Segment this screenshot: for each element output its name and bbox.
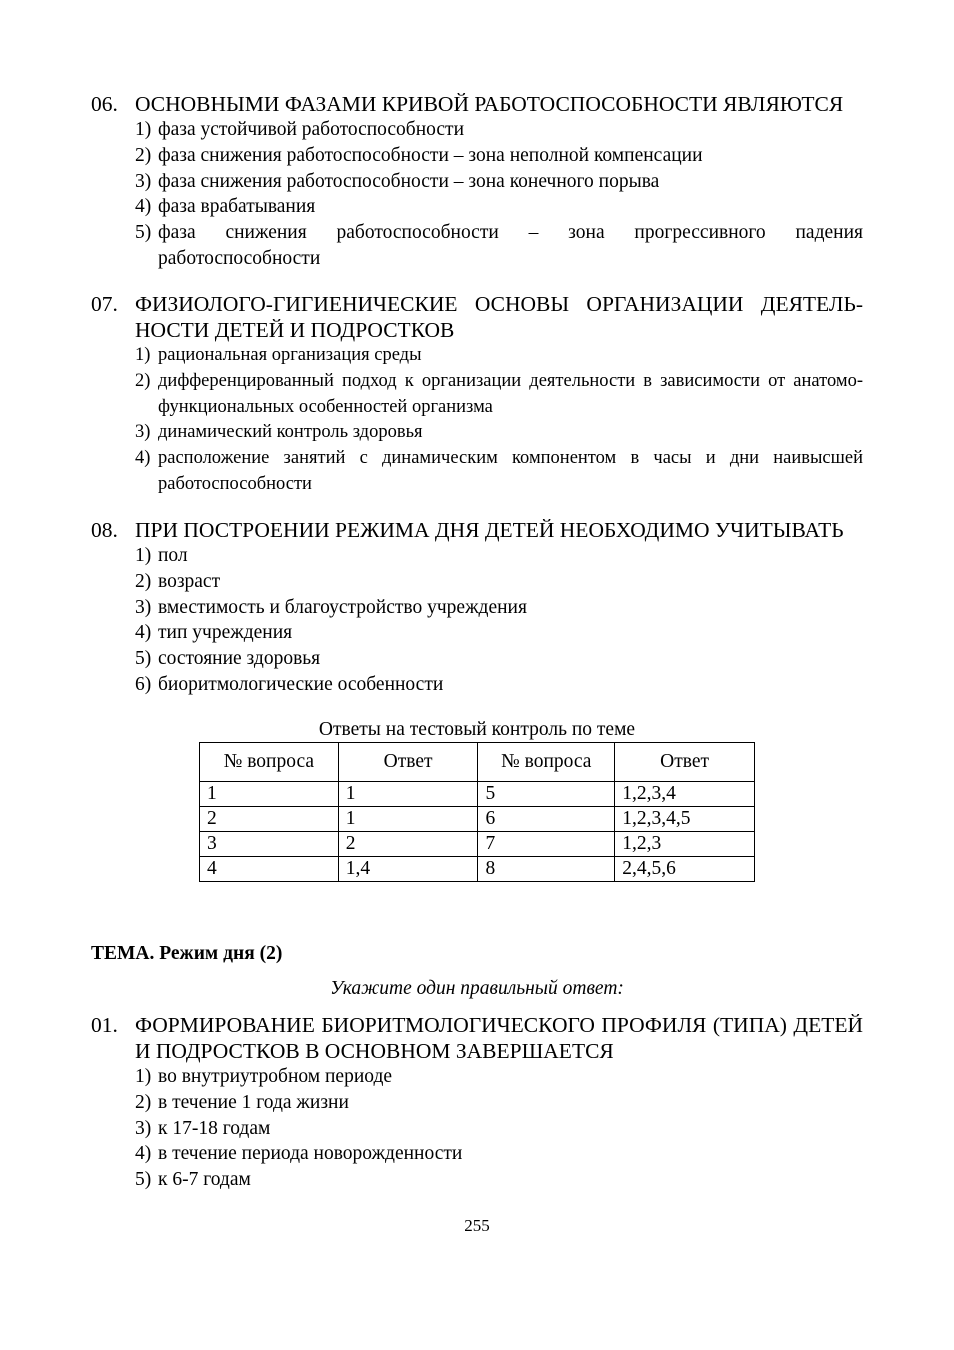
option-text: фаза устойчивой работоспособности xyxy=(158,119,465,140)
option-text: рациональная организация среды xyxy=(158,345,422,365)
answer-options xyxy=(91,543,863,698)
table-cell: 1 xyxy=(200,782,339,807)
option-text: пол xyxy=(158,545,188,566)
answer-option xyxy=(91,569,863,595)
option-text: фаза снижения работоспособности – зона неполной компенсации xyxy=(158,144,703,166)
question-title: ФОРМИРОВАНИЕ БИОРИТМОЛОГИЧЕСКОГО ПРОФИЛЯ (ТИПА) ДЕТЕЙ И ПОДРОСТКОВ В ОСНОВНОМ ЗАВЕРШАЕТСЯ xyxy=(135,1013,863,1063)
table-cell: 5 xyxy=(478,782,615,807)
question-number: 07. xyxy=(91,292,118,316)
option-number: 3) xyxy=(135,1117,152,1139)
option-number: 5) xyxy=(135,1169,152,1191)
option-number: 4) xyxy=(135,448,151,469)
answer-option xyxy=(91,1064,863,1090)
option-text: динамический контроль здоровья xyxy=(158,422,423,443)
answer-option xyxy=(91,420,863,446)
option-number: 3) xyxy=(135,596,152,618)
question-number: 06. xyxy=(91,92,118,116)
option-number: 1) xyxy=(135,119,152,140)
question-number: 01. xyxy=(91,1013,118,1037)
answer-options xyxy=(91,343,863,498)
option-number: 5) xyxy=(135,648,152,670)
option-text: в течение периода новорожденности xyxy=(158,1143,463,1165)
option-text: фаза снижения работоспособности – зона прогрессивного падения работоспособности xyxy=(158,222,863,269)
table-cell: 3 xyxy=(200,832,339,857)
option-text: фаза снижения работоспособности – зона конечного порыва xyxy=(158,170,660,192)
table-cell: 1 xyxy=(338,807,478,832)
answer-option xyxy=(91,1116,863,1142)
option-text: тип учреждения xyxy=(158,622,293,644)
table-cell: 6 xyxy=(478,807,615,832)
answer-option xyxy=(91,1090,863,1116)
option-number: 1) xyxy=(135,345,151,365)
answer-option xyxy=(91,343,863,369)
answer-option xyxy=(91,369,863,421)
answer-option xyxy=(91,672,863,698)
question-01 xyxy=(91,1012,863,1193)
table-cell: 8 xyxy=(478,857,615,882)
page-number: 255 xyxy=(464,1216,490,1235)
answer-option xyxy=(91,1167,863,1193)
answer-option xyxy=(91,169,863,195)
question-06 xyxy=(91,91,863,272)
table-cell: 1,2,3,4 xyxy=(615,782,755,807)
table-cell: 4 xyxy=(200,857,339,882)
answer-option xyxy=(91,446,863,498)
option-number: 4) xyxy=(135,1143,152,1165)
option-number: 3) xyxy=(135,170,152,192)
table-cell: 1,4 xyxy=(338,857,478,882)
option-text: в течение 1 года жизни xyxy=(158,1091,349,1113)
question-title: ПРИ ПОСТРОЕНИИ РЕЖИМА ДНЯ ДЕТЕЙ НЕОБХОДИМО УЧИТЫВАТЬ xyxy=(135,518,844,542)
topic-heading: ТЕМА. Режим дня (2) xyxy=(91,943,283,964)
option-text: расположение занятий с динамическим компонентом в часы и дни наивысшей работоспособности xyxy=(158,448,863,494)
question-header xyxy=(91,1012,863,1064)
option-text: во внутриутробном периоде xyxy=(158,1066,393,1087)
option-number: 4) xyxy=(135,196,152,218)
option-number: 4) xyxy=(135,622,152,644)
column-header: Ответ xyxy=(338,743,478,782)
answer-option xyxy=(91,543,863,569)
table-row xyxy=(200,807,755,832)
question-07 xyxy=(91,291,863,498)
question-number: 08. xyxy=(91,518,118,542)
question-title: ОСНОВНЫМИ ФАЗАМИ КРИВОЙ РАБОТОСПОСОБНОСТИ ЯВЛЯЮТСЯ xyxy=(135,92,844,116)
answer-option xyxy=(91,117,863,143)
table-cell: 2 xyxy=(200,807,339,832)
question-header xyxy=(91,291,863,343)
table-cell: 2 xyxy=(338,832,478,857)
option-number: 6) xyxy=(135,673,152,695)
option-text: состояние здоровья xyxy=(158,648,321,670)
table-cell: 1,2,3,4,5 xyxy=(615,807,755,832)
option-text: к 17-18 годам xyxy=(158,1117,271,1139)
answer-option xyxy=(91,194,863,220)
table-cell: 2,4,5,6 xyxy=(615,857,755,882)
column-header: № вопроса xyxy=(200,743,339,782)
option-number: 3) xyxy=(135,422,151,443)
table-cell: 1,2,3 xyxy=(615,832,755,857)
option-text: дифференцированный подход к организации деятельности в зависимости от анатомо-функциональных особенностей организма xyxy=(158,370,863,417)
option-number: 1) xyxy=(135,545,152,566)
question-title: ФИЗИОЛОГО-ГИГИЕНИЧЕСКИЕ ОСНОВЫ ОРГАНИЗАЦИИ ДЕЯТЕЛЬ-НОСТИ ДЕТЕЙ И ПОДРОСТКОВ xyxy=(135,292,863,342)
option-text: фаза врабатывания xyxy=(158,196,316,218)
option-number: 2) xyxy=(135,570,152,592)
answer-option xyxy=(91,220,863,272)
answer-option xyxy=(91,595,863,621)
answer-options xyxy=(91,117,863,272)
answers-table xyxy=(199,742,755,882)
table-row xyxy=(200,857,755,882)
instruction-text: Укажите один правильный ответ: xyxy=(330,978,624,999)
table-caption: Ответы на тестовый контроль по теме xyxy=(318,719,636,740)
table-row xyxy=(200,782,755,807)
table-cell: 1 xyxy=(338,782,478,807)
column-header: № вопроса xyxy=(478,743,615,782)
answer-option xyxy=(91,1141,863,1167)
option-number: 2) xyxy=(135,1091,152,1113)
option-number: 2) xyxy=(135,144,152,166)
answer-option xyxy=(91,143,863,169)
answer-option xyxy=(91,646,863,672)
question-header xyxy=(91,91,863,117)
option-text: вместимость и благоустройство учреждения xyxy=(158,596,527,618)
option-number: 5) xyxy=(135,222,152,244)
table-header-row xyxy=(200,743,755,782)
option-text: к 6-7 годам xyxy=(158,1169,251,1191)
option-text: возраст xyxy=(158,570,221,592)
option-text: биоритмологические особенности xyxy=(158,673,444,695)
option-number: 1) xyxy=(135,1066,152,1087)
column-header: Ответ xyxy=(615,743,755,782)
question-08 xyxy=(91,517,863,698)
answer-options xyxy=(91,1064,863,1193)
table-cell: 7 xyxy=(478,832,615,857)
answer-option xyxy=(91,620,863,646)
table-row xyxy=(200,832,755,857)
question-header xyxy=(91,517,863,543)
option-number: 2) xyxy=(135,370,151,391)
